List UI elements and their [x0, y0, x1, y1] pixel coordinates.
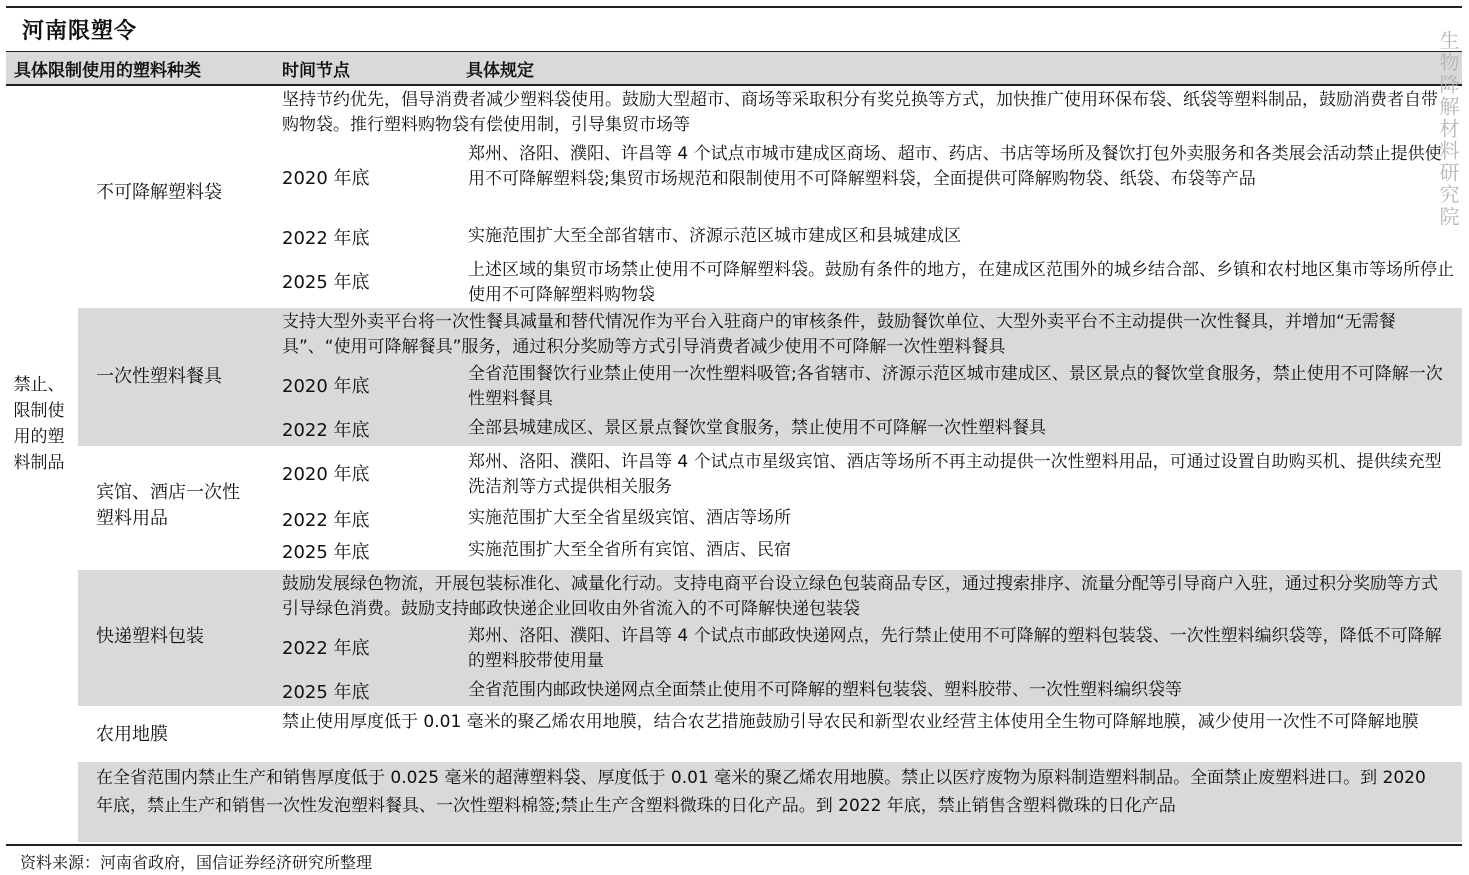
rule-row	[282, 258, 1454, 308]
rule-row	[282, 678, 1454, 704]
section-intro: 坚持节约优先，倡导消费者减少塑料袋使用。鼓励大型超市、商场等采取积分有奖兑换等方式，加快推广使用环保布袋、纸袋等塑料制品，鼓励消费者自带购物袋。推行塑料购物袋有偿使用制，引导集贸市场等	[282, 90, 1438, 135]
rule-row	[282, 450, 1454, 500]
rule-date: 2020 年底	[282, 168, 370, 189]
section-hotel-supplies	[78, 448, 1462, 568]
table-body	[6, 86, 1462, 816]
rule-desc: 郑州、洛阳、濮阳、许昌等 4 个试点市星级宾馆、酒店等场所不再主动提供一次性塑料用品，可通过设置自助购买机、提供续充型洗洁剂等方式提供相关服务	[468, 452, 1442, 497]
header-regulation: 具体规定	[466, 60, 534, 81]
rule-row	[282, 224, 1454, 250]
rule-row	[282, 362, 1454, 412]
bottom-rule	[6, 844, 1462, 846]
rule-date: 2022 年底	[282, 228, 370, 249]
section-name: 不可降解塑料袋	[96, 182, 222, 203]
page-title: 河南限塑令	[22, 19, 138, 44]
rule-desc: 实施范围扩大至全部省辖市、济源示范区城市建成区和县城建成区	[468, 226, 961, 246]
rule-row	[282, 624, 1454, 674]
rule-row	[282, 538, 1454, 564]
rule-desc: 全部县城建成区、景区景点餐饮堂食服务，禁止使用不可降解一次性塑料餐具	[468, 418, 1046, 438]
rule-date: 2025 年底	[282, 542, 370, 563]
section-name: 快递塑料包装	[96, 626, 204, 647]
rule-desc: 郑州、洛阳、濮阳、许昌等 4 个试点市邮政快递网点，先行禁止使用不可降解的塑料包装袋、一次性塑料编织袋等，降低不可降解的塑料胶带使用量	[468, 626, 1442, 671]
report-table-figure	[6, 6, 1462, 872]
watermark-text: 生物降解材料研究院	[1436, 30, 1460, 228]
rule-date: 2025 年底	[282, 272, 370, 293]
section-name: 一次性塑料餐具	[96, 366, 222, 387]
category-label: 禁止、限制使用的塑料制品	[13, 375, 65, 473]
section-name: 农用地膜	[96, 724, 168, 745]
rule-date: 2020 年底	[282, 376, 370, 397]
rule-desc: 全省范围内邮政快递网点全面禁止使用不可降解的塑料包装袋、塑料胶带、一次性塑料编织袋等	[468, 680, 1182, 700]
section-intro: 鼓励发展绿色物流，开展包装标准化、减量化行动。支持电商平台设立绿色包装商品专区，通过搜索排序、流量分配等引导商户入驻，通过积分奖励等方式引导绿色消费。鼓励支持邮政快递企业回收由外省流入的不可降解快递包装袋	[282, 574, 1438, 619]
section-intro: 支持大型外卖平台将一次性餐具减量和替代情况作为平台入驻商户的审核条件，鼓励餐饮单位、大型外卖平台不主动提供一次性餐具，并增加“无需餐具”、“使用可降解餐具”服务，通过积分奖励等方式引导消费者减少使用不可降解一次性塑料餐具	[282, 312, 1396, 357]
rule-row	[282, 506, 1454, 532]
header-time-node: 时间节点	[282, 60, 350, 81]
rule-desc: 郑州、洛阳、濮阳、许昌等 4 个试点市城市建成区商场、超市、药店、书店等场所及餐饮打包外卖服务和各类展会活动禁止提供使用不可降解塑料袋;集贸市场规范和限制使用不可降解塑料袋，全面提供可降解购物袋、纸袋、布袋等产品	[468, 144, 1442, 189]
source-note: 资料来源：河南省政府，国信证券经济研究所整理	[20, 853, 373, 872]
table-header	[6, 52, 1462, 86]
rule-date: 2022 年底	[282, 420, 370, 441]
rule-desc: 实施范围扩大至全省星级宾馆、酒店等场所	[468, 508, 791, 528]
rule-date: 2022 年底	[282, 638, 370, 659]
title-bar	[6, 6, 1462, 52]
section-express-packaging	[78, 570, 1462, 706]
rule-desc: 上述区域的集贸市场禁止使用不可降解塑料袋。鼓励有条件的地方，在建成区范围外的城乡结合部、乡镇和农村地区集市等场所停止使用不可降解塑料购物袋	[468, 260, 1454, 305]
rule-date: 2020 年底	[282, 464, 370, 485]
section-agri-film	[78, 708, 1462, 760]
header-plastic-type: 具体限制使用的塑料种类	[14, 60, 201, 81]
section-intro: 禁止使用厚度低于 0.01 毫米的聚乙烯农用地膜，结合农艺措施鼓励引导农民和新型农业经营主体使用全生物可降解地膜，减少使用一次性不可降解地膜	[282, 712, 1419, 732]
rule-desc: 实施范围扩大至全省所有宾馆、酒店、民宿	[468, 540, 791, 560]
rule-row	[282, 416, 1454, 442]
rule-date: 2025 年底	[282, 682, 370, 703]
rule-row	[282, 142, 1454, 192]
section-name: 宾馆、酒店一次性塑料用品	[96, 482, 240, 529]
section-plastic-bags	[78, 86, 1462, 308]
section-tableware	[78, 308, 1462, 446]
rule-desc: 全省范围餐饮行业禁止使用一次性塑料吸管;各省辖市、济源示范区城市建成区、景区景点的餐饮堂食服务，禁止使用不可降解一次性塑料餐具	[468, 364, 1443, 409]
general-ban-text: 在全省范围内禁止生产和销售厚度低于 0.025 毫米的超薄塑料袋、厚度低于 0.01 毫米的聚乙烯农用地膜。禁止以医疗废物为原料制造塑料制品。全面禁止废塑料进口。到 2020 年底，禁止生产和销售一次性发泡塑料餐具、一次性塑料棉签;禁止生产含塑料微珠的日化产品。到 2022 年底，禁止销售含塑料微珠的日化产品	[78, 762, 1462, 842]
rule-date: 2022 年底	[282, 510, 370, 531]
